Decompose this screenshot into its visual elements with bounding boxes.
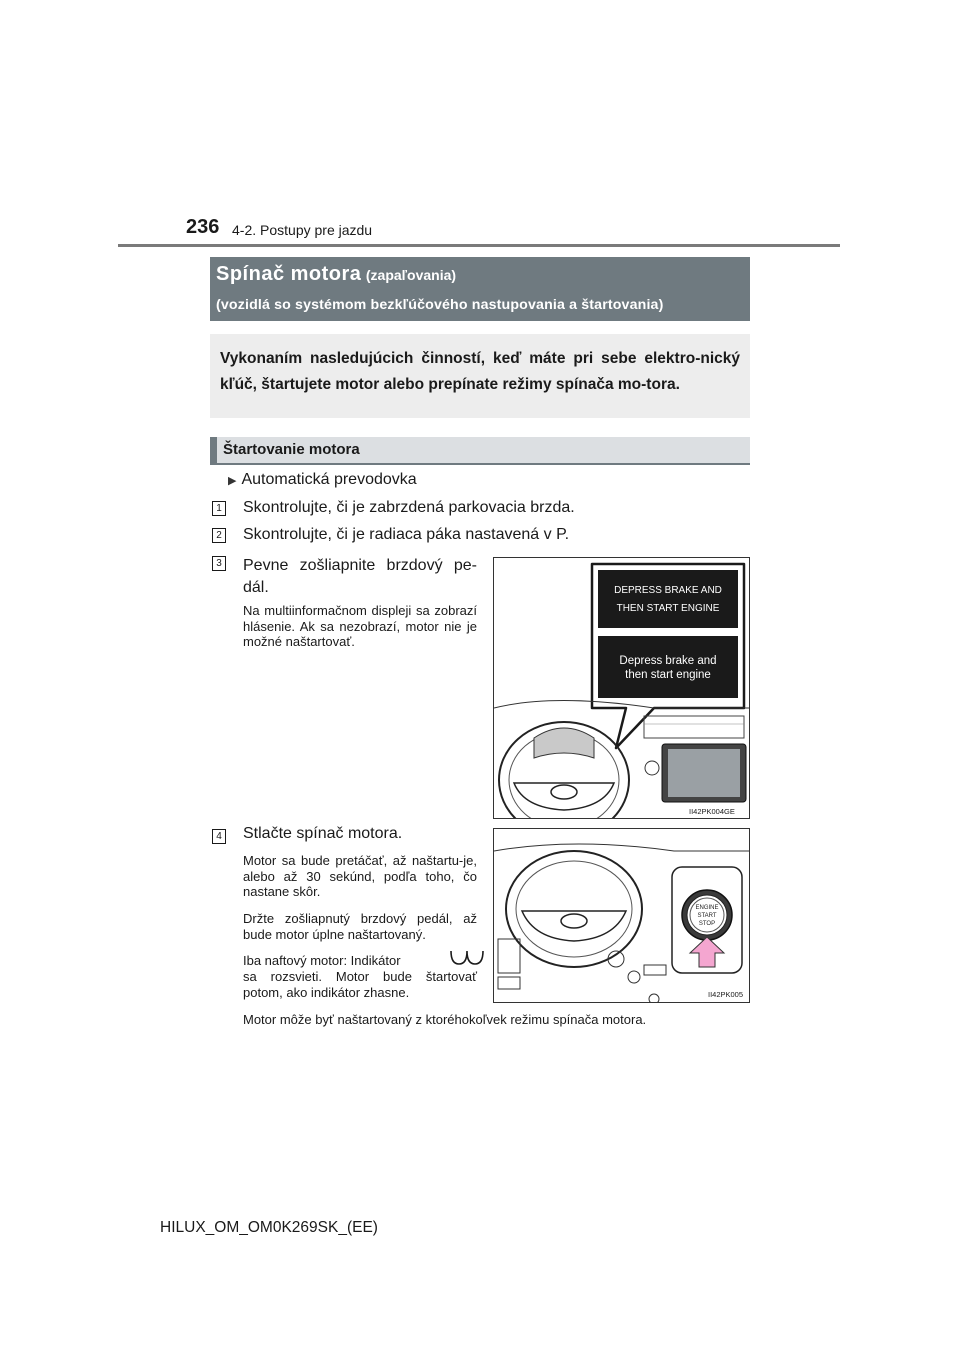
figure1-code: II42PK004GE bbox=[689, 807, 735, 816]
msg1-line1: DEPRESS BRAKE AND bbox=[614, 585, 722, 596]
footer-code: HILUX_OM_OM0K269SK_(EE) bbox=[160, 1219, 378, 1236]
step-text-1: Skontrolujte, či je zabrzdená parkovacia brzda. bbox=[243, 499, 575, 516]
step4-note-3: Iba naftový motor: Indikátor bbox=[243, 953, 401, 968]
msg2-line2: then start engine bbox=[625, 669, 711, 681]
step-text-2: Skontrolujte, či je radiaca páka nastavená v P. bbox=[243, 526, 570, 543]
step-number-3: 3 bbox=[212, 556, 226, 571]
button-label-3: STOP bbox=[698, 921, 716, 927]
button-label-1: ENGINE bbox=[695, 905, 719, 911]
step-number-2: 2 bbox=[212, 528, 226, 543]
title-main: Spínač motora bbox=[216, 263, 362, 285]
title-sub1: (zapaľovania) bbox=[365, 267, 457, 283]
step-text-4: Stlačte spínač motora. bbox=[243, 825, 403, 842]
subheading: Štartovanie motora bbox=[210, 437, 750, 465]
triangle-bullet-icon: ▶ bbox=[228, 475, 237, 487]
step-number-4: 4 bbox=[212, 829, 226, 844]
footnote: Motor môže byť naštartovaný z ktoréhokoľvek režimu spínača motora. bbox=[243, 1012, 647, 1027]
bullet-text: Automatická prevodovka bbox=[241, 471, 417, 488]
step-text-3: Pevne zošliapnite brzdový pe-dál. bbox=[243, 557, 477, 596]
step3-note: Na multiinformačnom displeji sa zobrazí hlásenie. Ak sa nezobrazí, motor nie je možné naštartovať. bbox=[243, 603, 477, 649]
figure-brake-message bbox=[493, 557, 750, 819]
header-rule bbox=[118, 244, 840, 247]
section-title: 4-2. Postupy pre jazdu bbox=[232, 222, 373, 238]
figure-start-button bbox=[493, 828, 750, 1003]
step4-note-4: sa rozsvieti. Motor bude štartovať potom, ako indikátor zhasne. bbox=[243, 969, 477, 1000]
dashboard-illustration-1 bbox=[494, 558, 750, 819]
intro-box: Vykonaním nasledujúcich činností, keď máte pri sebe elektro-nický kľúč, štartujete motor alebo prepínate režimy spínača mo-tora. bbox=[210, 334, 750, 418]
title-sub2: (vozidlá so systémom bezkľúčového nastupovania a štartovania) bbox=[216, 297, 664, 313]
msg2-line1: Depress brake and bbox=[619, 655, 717, 667]
step4-note-1: Motor sa bude pretáčať, až naštartu-je, alebo až 30 sekúnd, podľa toho, čo nastane skôr. bbox=[243, 853, 477, 899]
glow-plug-indicator-icon bbox=[448, 949, 486, 967]
button-label-2: START bbox=[697, 913, 717, 919]
step-number-1: 1 bbox=[212, 501, 226, 516]
step4-note-2: Držte zošliapnutý brzdový pedál, až bude motor úplne naštartovaný. bbox=[243, 911, 477, 942]
title-box bbox=[210, 257, 750, 321]
page-number: 236 bbox=[186, 216, 220, 238]
msg1-line2: THEN START ENGINE bbox=[616, 603, 720, 614]
dashboard-illustration-2 bbox=[494, 829, 750, 1003]
figure2-code: II42PK005 bbox=[708, 990, 744, 999]
bullet-item bbox=[228, 471, 417, 489]
